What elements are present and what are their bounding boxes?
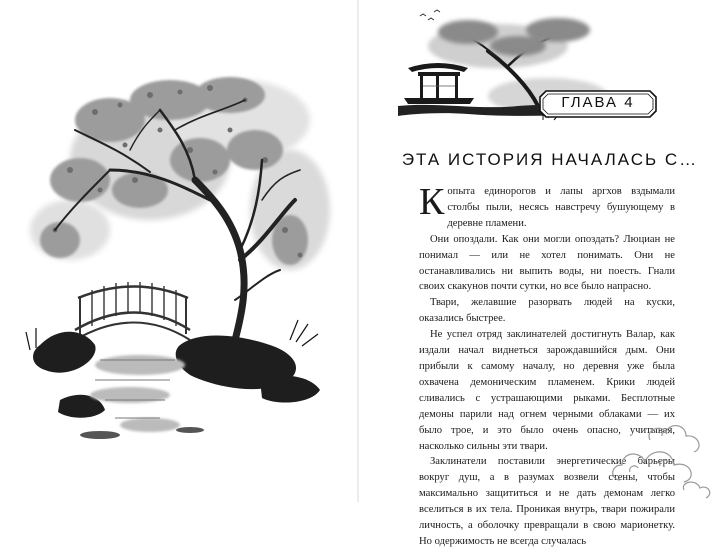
paragraph-text: опыта единорогов и лапы аргхов вздымали столбы пыли, несясь навстречу бушующему в деревне пламени. [447, 186, 675, 229]
paragraph: Не успел отряд заклинателей достигнуть Валар, как издали начал виднеться зарождавшийся дым. Они прибыли к самому началу, но деревня уже была охвачена демоническим пламенем. Крики людей сливались с устрашающими рыками. Бесплотные демоны парили над огнем черными облаками — их было трое, и это было очень опасно, учитывая, насколько сильны эти твари. [419, 329, 675, 452]
chapter-title: ЭТА ИСТОРИЯ НАЧАЛАСЬ С… [401, 150, 699, 169]
chapter-label: ГЛАВА 4 [561, 94, 635, 111]
drop-cap: К [419, 181, 445, 223]
paragraph: Они опоздали. Как они могли опоздать? Люциан не понимал — или не хотел понимать. Они не останавливались ни выпить воды, ни поесть. Гнали своих скакунов почти сутки, но все было напрасно. [419, 233, 675, 293]
paragraph: Заклинатели поставили энергетические барьеры вокруг душ, а в разумах возвели стены, чтобы максимально защититься и не дать демонам легко вселиться в их тела. Проникая внутрь, твари пожирали личность, а оболочку превращали в свою марионетку. Но одержимость не всегда случалась [419, 456, 675, 547]
cloud-ornament [600, 410, 716, 500]
tree-and-bridge-ink-illustration [0, 0, 358, 502]
paragraph: Твари, желавшие разорвать людей на куски, оказались быстрее. [419, 297, 675, 325]
paragraph [419, 181, 675, 232]
left-page [0, 0, 358, 502]
